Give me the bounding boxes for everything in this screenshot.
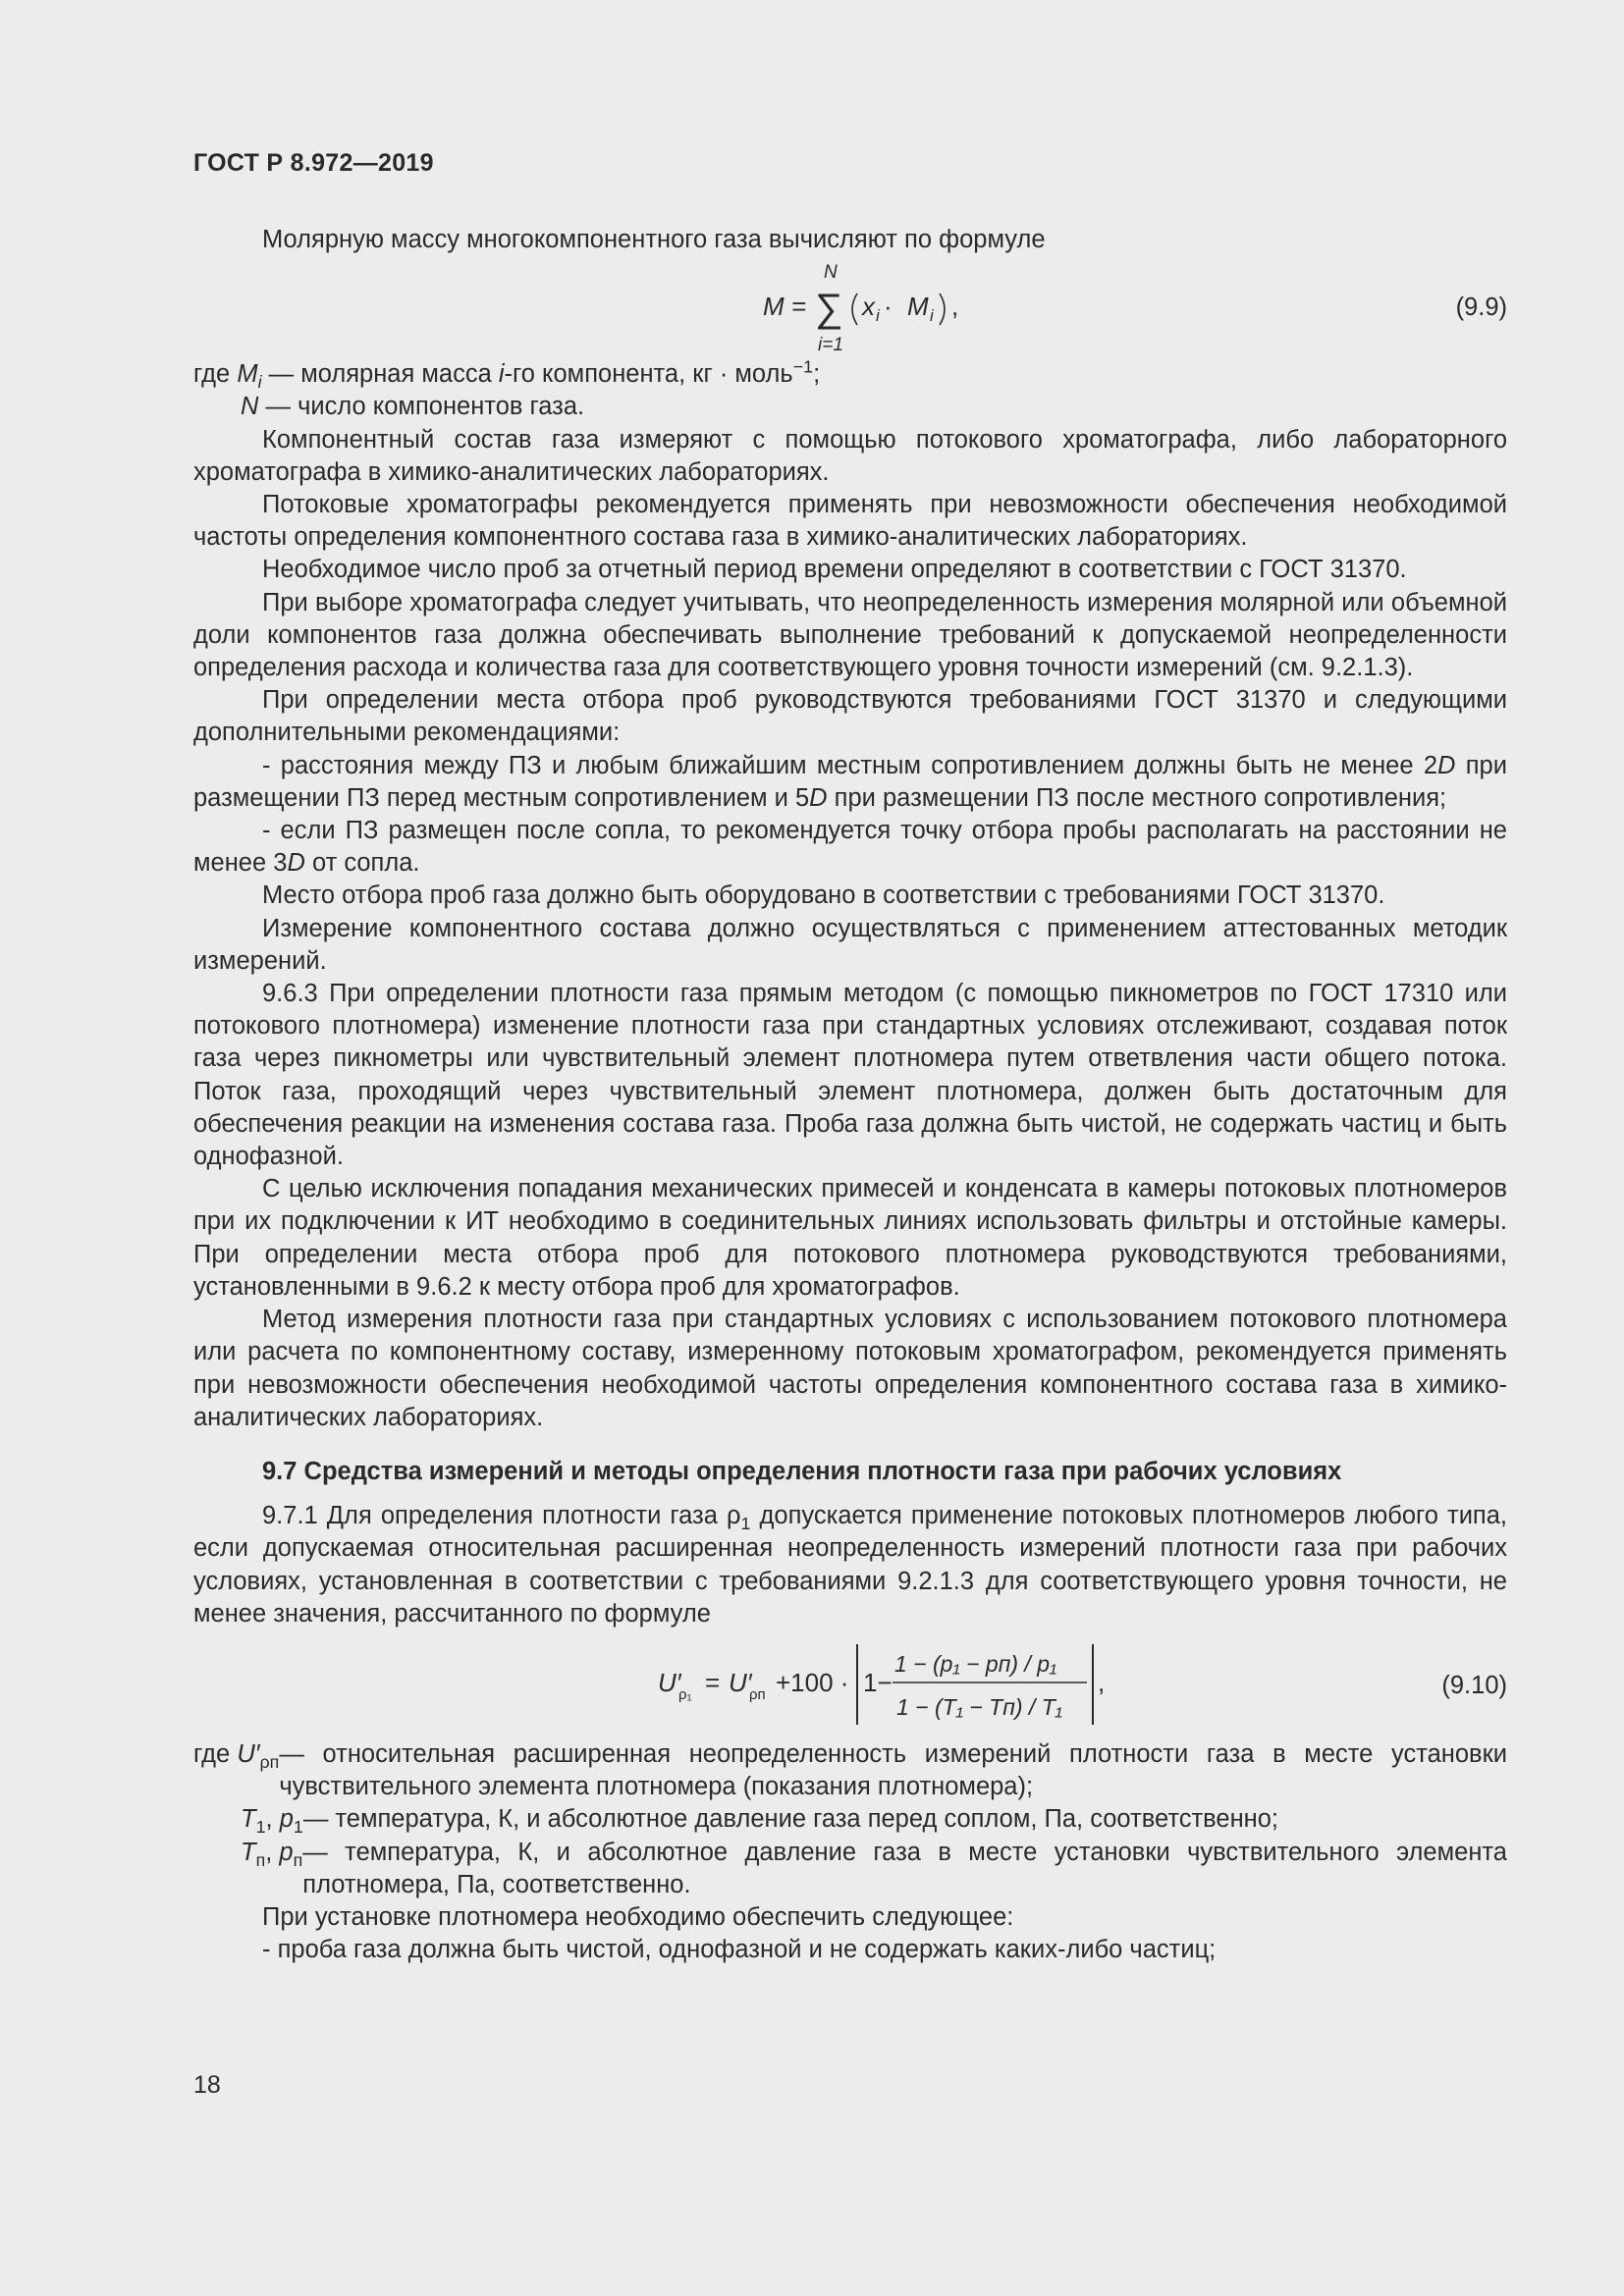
paragraph-sampling-place: При определении места отбора проб руководствуются требованиями ГОСТ 31370 и следующими дополнительными рекомендациями: [193, 686, 1507, 747]
page-number: 18 [193, 2071, 221, 2099]
where-mi-text2: -го компонента, кг · моль [504, 360, 793, 389]
symbol-p: p [279, 1805, 294, 1834]
symbol-p-sub: п [293, 1849, 303, 1870]
symbol-t: T [241, 1838, 256, 1866]
paragraph-sample-clean: - проба газа должна быть чистой, однофазной и не содержать каких-либо частиц; [262, 1936, 1217, 1964]
where-tp-text: — температура, К, и абсолютное давление газа в месте установки чувствительного элемента плотномера, Па, соответственно. [302, 1838, 1507, 1898]
unit-exponent: −1 [792, 356, 814, 377]
formula-9-10-u1: U′ [658, 1667, 681, 1697]
where-prefix: где [193, 1739, 238, 1768]
bullet-distance-c: при размещении ПЗ после местного сопротивления; [827, 783, 1447, 812]
formula-9-9-sum-lower: i=1 [818, 335, 843, 356]
paragraph-9-7-1 [193, 1500, 1507, 1630]
comma: , [265, 1805, 280, 1834]
paragraph-9-7-1-b: допускается применение потоковых плотномеров любого типа, если допускаемая относительная расширенная неопределенность измерений плотности газа при рабочих условиях, установленная в соответствии с требованиями 9.2.1.3 для соответствующего уровня точности, не менее значения, рассчитанного по формуле [193, 1502, 1508, 1628]
where-t1-label [241, 1803, 303, 1836]
document-header: ГОСТ Р 8.972—2019 [193, 149, 434, 177]
paragraph-molar-mass: Молярную массу многокомпонентного газа вычисляют по формуле [262, 226, 1046, 253]
page-content [193, 224, 1507, 1966]
formula-9-10-one: 1− [863, 1667, 893, 1697]
symbol-m: M [237, 360, 258, 389]
paragraph-component: Компонентный состав газа измеряют с помощью потокового хроматографа, либо лабораторного хроматографа в химико-аналитических лабораториях. [193, 425, 1507, 486]
symbol-m-sub: i [257, 372, 262, 393]
symbol-d: D [809, 783, 828, 812]
where-t1-item [193, 1803, 1507, 1836]
formula-9-9-lparen [852, 294, 857, 325]
paragraph-9-7-1-a: 9.7.1 Для определения плотности газа ρ [262, 1502, 741, 1530]
bullet-distance [193, 750, 1507, 815]
formula-9-9 [193, 256, 1507, 358]
symbol-i: i [498, 360, 505, 389]
where-mi-line [193, 358, 1507, 391]
symbol-u-sub: ρп [259, 1752, 280, 1773]
where-u-label [193, 1738, 279, 1803]
paragraph-sampling-site: Место отбора проб газа должно быть оборудовано в соответствии с требованиями ГОСТ 31370. [262, 881, 1385, 910]
where-t1-text: — температура, К, и абсолютное давление газа перед соплом, Па, соответственно; [302, 1805, 1279, 1834]
formula-9-10-comma: , [1098, 1667, 1106, 1697]
symbol-p-sub: 1 [293, 1817, 303, 1838]
formula-9-10-u2-sub: ρп [749, 1685, 766, 1703]
section-heading-9-7: 9.7 Средства измерений и методы определения плотности газа при рабочих условиях [262, 1457, 1342, 1485]
formula-9-9-lhs: M = [763, 292, 807, 322]
rho-sub: 1 [740, 1514, 751, 1534]
bullet-nozzle-a: - если ПЗ размещен после сопла, то рекомендуется точку отбора пробы располагать на расстоянии не менее 3 [193, 817, 1507, 878]
formula-9-9-m-sub: i [930, 306, 934, 326]
formula-9-9-dot: · [884, 292, 893, 322]
where-u-text: — относительная расширенная неопределенность измерений плотности газа в месте установки чувствительного элемента плотномера (показания плотномера); [279, 1739, 1507, 1801]
bullet-nozzle-b: от сопла. [304, 849, 420, 878]
comma: , [265, 1838, 280, 1866]
formula-9-9-sum-upper: N [824, 262, 838, 284]
formula-9-10-u2: U′ [729, 1667, 752, 1697]
formula-9-9-sum: ∑ [815, 287, 843, 331]
where-prefix: где [193, 360, 238, 389]
paragraph-impurities: С целью исключения попадания механических примесей и конденсата в камеры потоковых плотномеров при их подключении к ИТ необходимо в соединительных линиях использовать фильтры и отстойные камеры. При определении места отбора проб для потокового плотномера руководствуются требованиями, установленными в 9.6.2 к месту отбора проб для хроматографов. [193, 1175, 1507, 1301]
where-mi-end: ; [813, 360, 821, 389]
where-tp-item [193, 1837, 1507, 1901]
paragraph-sample-count: Необходимое число проб за отчетный период времени определяют в соответствии с ГОСТ 31370. [262, 556, 1407, 584]
formula-9-10-denominator: 1 − (T₁ − Tп) / T₁ [896, 1693, 1063, 1720]
symbol-u: U′ [237, 1739, 260, 1768]
where-n-line [193, 391, 1507, 423]
paragraph-chromatograph-choice: При выборе хроматографа следует учитывать, что неопределенность измерения молярной или объемной доли компонентов газа должна обеспечивать выполнение требований к допускаемой неопределенности определения расхода и количества газа для соответствующего уровня точности измерений (см. 9.2.1.3). [193, 588, 1507, 682]
where-u-item [193, 1738, 1507, 1803]
paragraph-method: Метод измерения плотности газа при стандартных условиях с использованием потокового плотномера или расчета по компонентному составу, измеренному потоковым хроматографом, рекомендуется применять при невозможности обеспечения необходимой частоты определения компонентного состава газа в химико-аналитических лабораториях. [193, 1306, 1507, 1431]
formula-9-9-x: x [862, 292, 875, 322]
bullet-nozzle [193, 815, 1507, 880]
formula-9-9-x-sub: i [876, 306, 880, 326]
formula-9-10-svg [193, 1638, 1507, 1731]
symbol-t: T [241, 1805, 256, 1834]
formula-9-10-numerator: 1 − (p₁ − pп) / p₁ [894, 1650, 1057, 1677]
formula-9-9-rparen [940, 294, 945, 325]
symbol-d: D [1437, 751, 1456, 779]
formula-9-10-number: (9.10) [1441, 1671, 1507, 1699]
formula-9-10-u1-sub: ρ₁ [678, 1685, 692, 1703]
symbol-t-sub: 1 [255, 1817, 266, 1838]
paragraph-9-6-3: 9.6.3 При определении плотности газа прямым методом (с помощью пикнометров по ГОСТ 17310 или потокового плотномера) изменение плотности газа при стандартных условиях отслеживают, создавая поток газа через пикнометры или чувствительный элемент плотномера путем ответвления части общего потока. Поток газа, проходящий через чувствительный элемент плотномера, должен быть достаточным для обеспечения реакции на изменения состава газа. Проба газа должна быть чистой, не содержать частиц и быть однофазной. [193, 980, 1507, 1171]
symbol-p: p [279, 1838, 294, 1866]
symbol-d: D [287, 849, 305, 878]
formula-9-10 [193, 1638, 1507, 1731]
where-n-text: — число компонентов газа. [258, 393, 585, 421]
formula-9-10-eq: = [705, 1667, 721, 1697]
formula-9-10-plus: +100 · [776, 1667, 849, 1697]
bullet-distance-b: при размещении ПЗ перед местным сопротивлением и 5 [193, 751, 1507, 812]
where-tp-label [241, 1837, 302, 1901]
formula-9-9-m: M [907, 292, 929, 322]
where-mi-text1: — молярная масса [261, 360, 499, 389]
bullet-distance-a: - расстояния между ПЗ и любым ближайшим местным сопротивлением должны быть не менее 2 [262, 751, 1438, 779]
formula-9-9-svg [193, 256, 1507, 358]
formula-9-9-comma: , [951, 292, 959, 322]
paragraph-measurement: Измерение компонентного состава должно осуществляться с применением аттестованных методик измерений. [193, 914, 1507, 975]
symbol-n: N [241, 393, 259, 421]
formula-9-9-number: (9.9) [1455, 294, 1507, 322]
paragraph-install: При установке плотномера необходимо обеспечить следующее: [262, 1902, 1014, 1931]
paragraph-flow-chromatographs: Потоковые хроматографы рекомендуется применять при невозможности обеспечения необходимой частоты определения компонентного состава газа в химико-аналитических лабораториях. [193, 491, 1507, 552]
symbol-t-sub: п [255, 1849, 266, 1870]
